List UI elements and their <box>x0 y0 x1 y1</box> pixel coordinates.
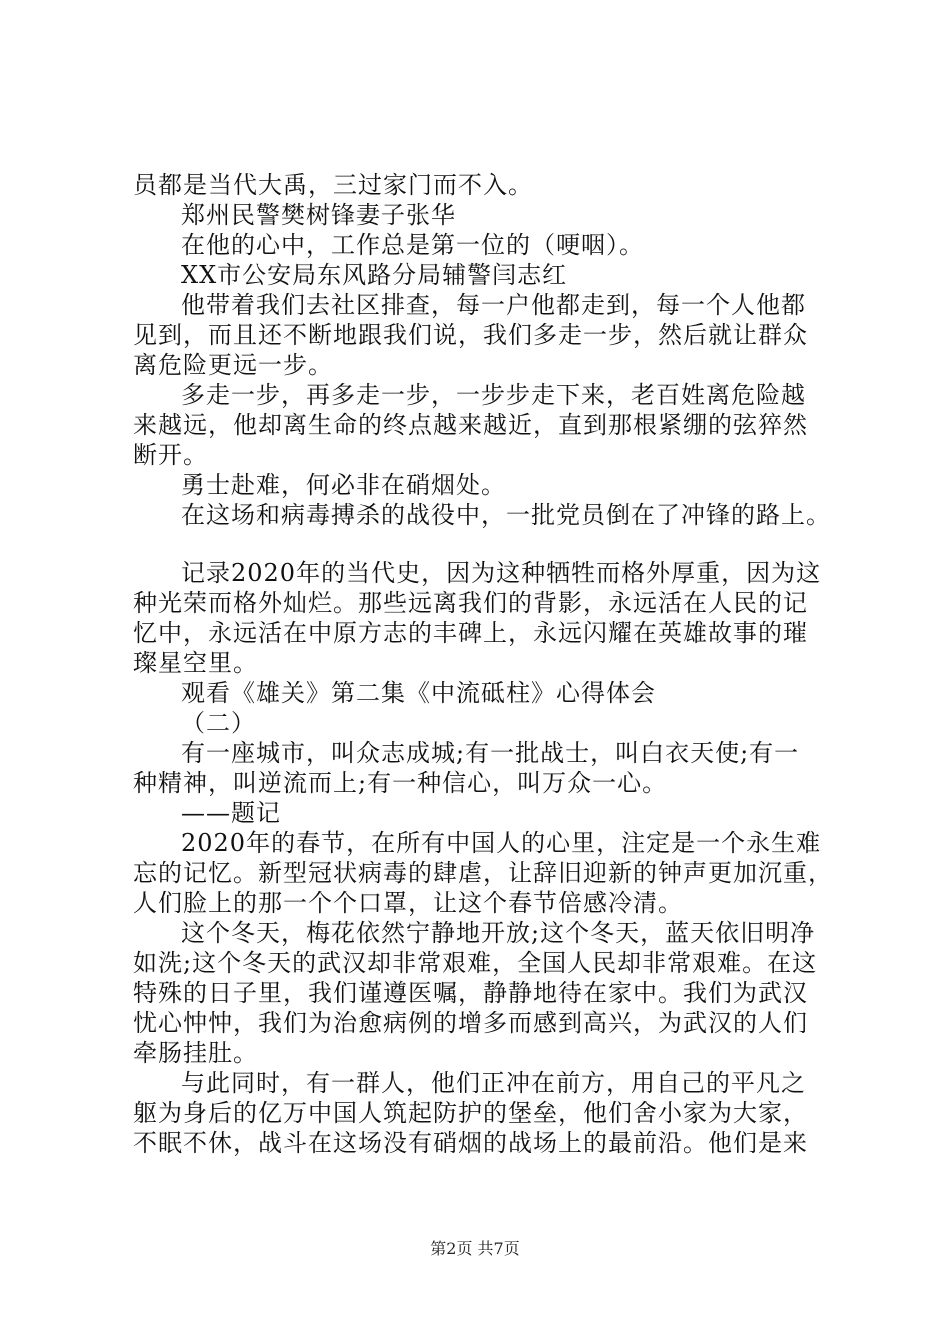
text-line: 来越远，他却离生命的终点越来越近，直到那根紧绷的弦猝然 <box>133 411 808 439</box>
page-number-footer: 第2页 共7页 <box>430 1239 520 1258</box>
text-line: 记录2020年的当代史，因为这种牺牲而格外厚重，因为这 <box>181 559 822 587</box>
text-line: 特殊的日子里，我们谨遵医嘱，静静地待在家中。我们为武汉 <box>133 979 808 1007</box>
text-line: 种精神，叫逆流而上;有一种信心，叫万众一心。 <box>133 769 668 797</box>
text-line: 员都是当代大禹，三过家门而不入。 <box>133 171 533 199</box>
text-line: 忆中，永远活在中原方志的丰碑上，永远闪耀在英雄故事的璀 <box>133 619 808 647</box>
text-line: 与此同时，有一群人，他们正冲在前方，用自己的平凡之 <box>181 1069 806 1097</box>
text-line: 勇士赴难，何必非在硝烟处。 <box>181 471 506 499</box>
text-line: 躯为身后的亿万中国人筑起防护的堡垒，他们舍小家为大家， <box>133 1099 808 1127</box>
text-line: 忧心忡忡，我们为治愈病例的增多而感到高兴，为武汉的人们 <box>133 1009 808 1037</box>
text-line: 他带着我们去社区排查，每一户他都走到，每一个人他都 <box>181 291 806 319</box>
text-line: 种光荣而格外灿烂。那些远离我们的背影，永远活在人民的记 <box>133 589 808 617</box>
text-line: 多走一步，再多走一步，一步步走下来，老百姓离危险越 <box>181 381 806 409</box>
document-body <box>133 170 833 1158</box>
epigraph-note: ——题记 <box>181 799 281 827</box>
text-line: 在他的心中，工作总是第一位的（哽咽）。 <box>181 231 644 259</box>
text-line: 有一座城市，叫众志成城;有一批战士，叫白衣天使;有一 <box>181 739 800 767</box>
section-number: （二） <box>181 709 256 737</box>
text-line: 璨星空里。 <box>133 649 258 677</box>
text-line: 断开。 <box>133 441 208 469</box>
text-line: 离危险更远一步。 <box>133 351 333 379</box>
text-line: 忘的记忆。新型冠状病毒的肆虐，让辞旧迎新的钟声更加沉重， <box>133 859 833 887</box>
text-line: 这个冬天，梅花依然宁静地开放;这个冬天，蓝天依旧明净 <box>181 919 816 947</box>
section-title: 观看《雄关》第二集《中流砥柱》心得体会 <box>181 679 656 707</box>
text-line: 如洗;这个冬天的武汉却非常艰难，全国人民却非常艰难。在这 <box>133 949 818 977</box>
text-line: 郑州民警樊树锋妻子张华 <box>181 201 456 229</box>
text-line: 2020年的春节，在所有中国人的心里，注定是一个永生难 <box>181 829 822 857</box>
paragraph-gap <box>133 530 833 558</box>
text-line: 牵肠挂肚。 <box>133 1039 258 1067</box>
text-line: 见到，而且还不断地跟我们说，我们多走一步，然后就让群众 <box>133 321 808 349</box>
text-line: 人们脸上的那一个个口罩，让这个春节倍感冷清。 <box>133 889 683 917</box>
text-line: XX市公安局东风路分局辅警闫志红 <box>181 261 568 289</box>
text-line: 不眠不休，战斗在这场没有硝烟的战场上的最前沿。他们是来 <box>133 1129 808 1157</box>
text-line: 在这场和病毒搏杀的战役中，一批党员倒在了冲锋的路上。 <box>181 501 831 529</box>
